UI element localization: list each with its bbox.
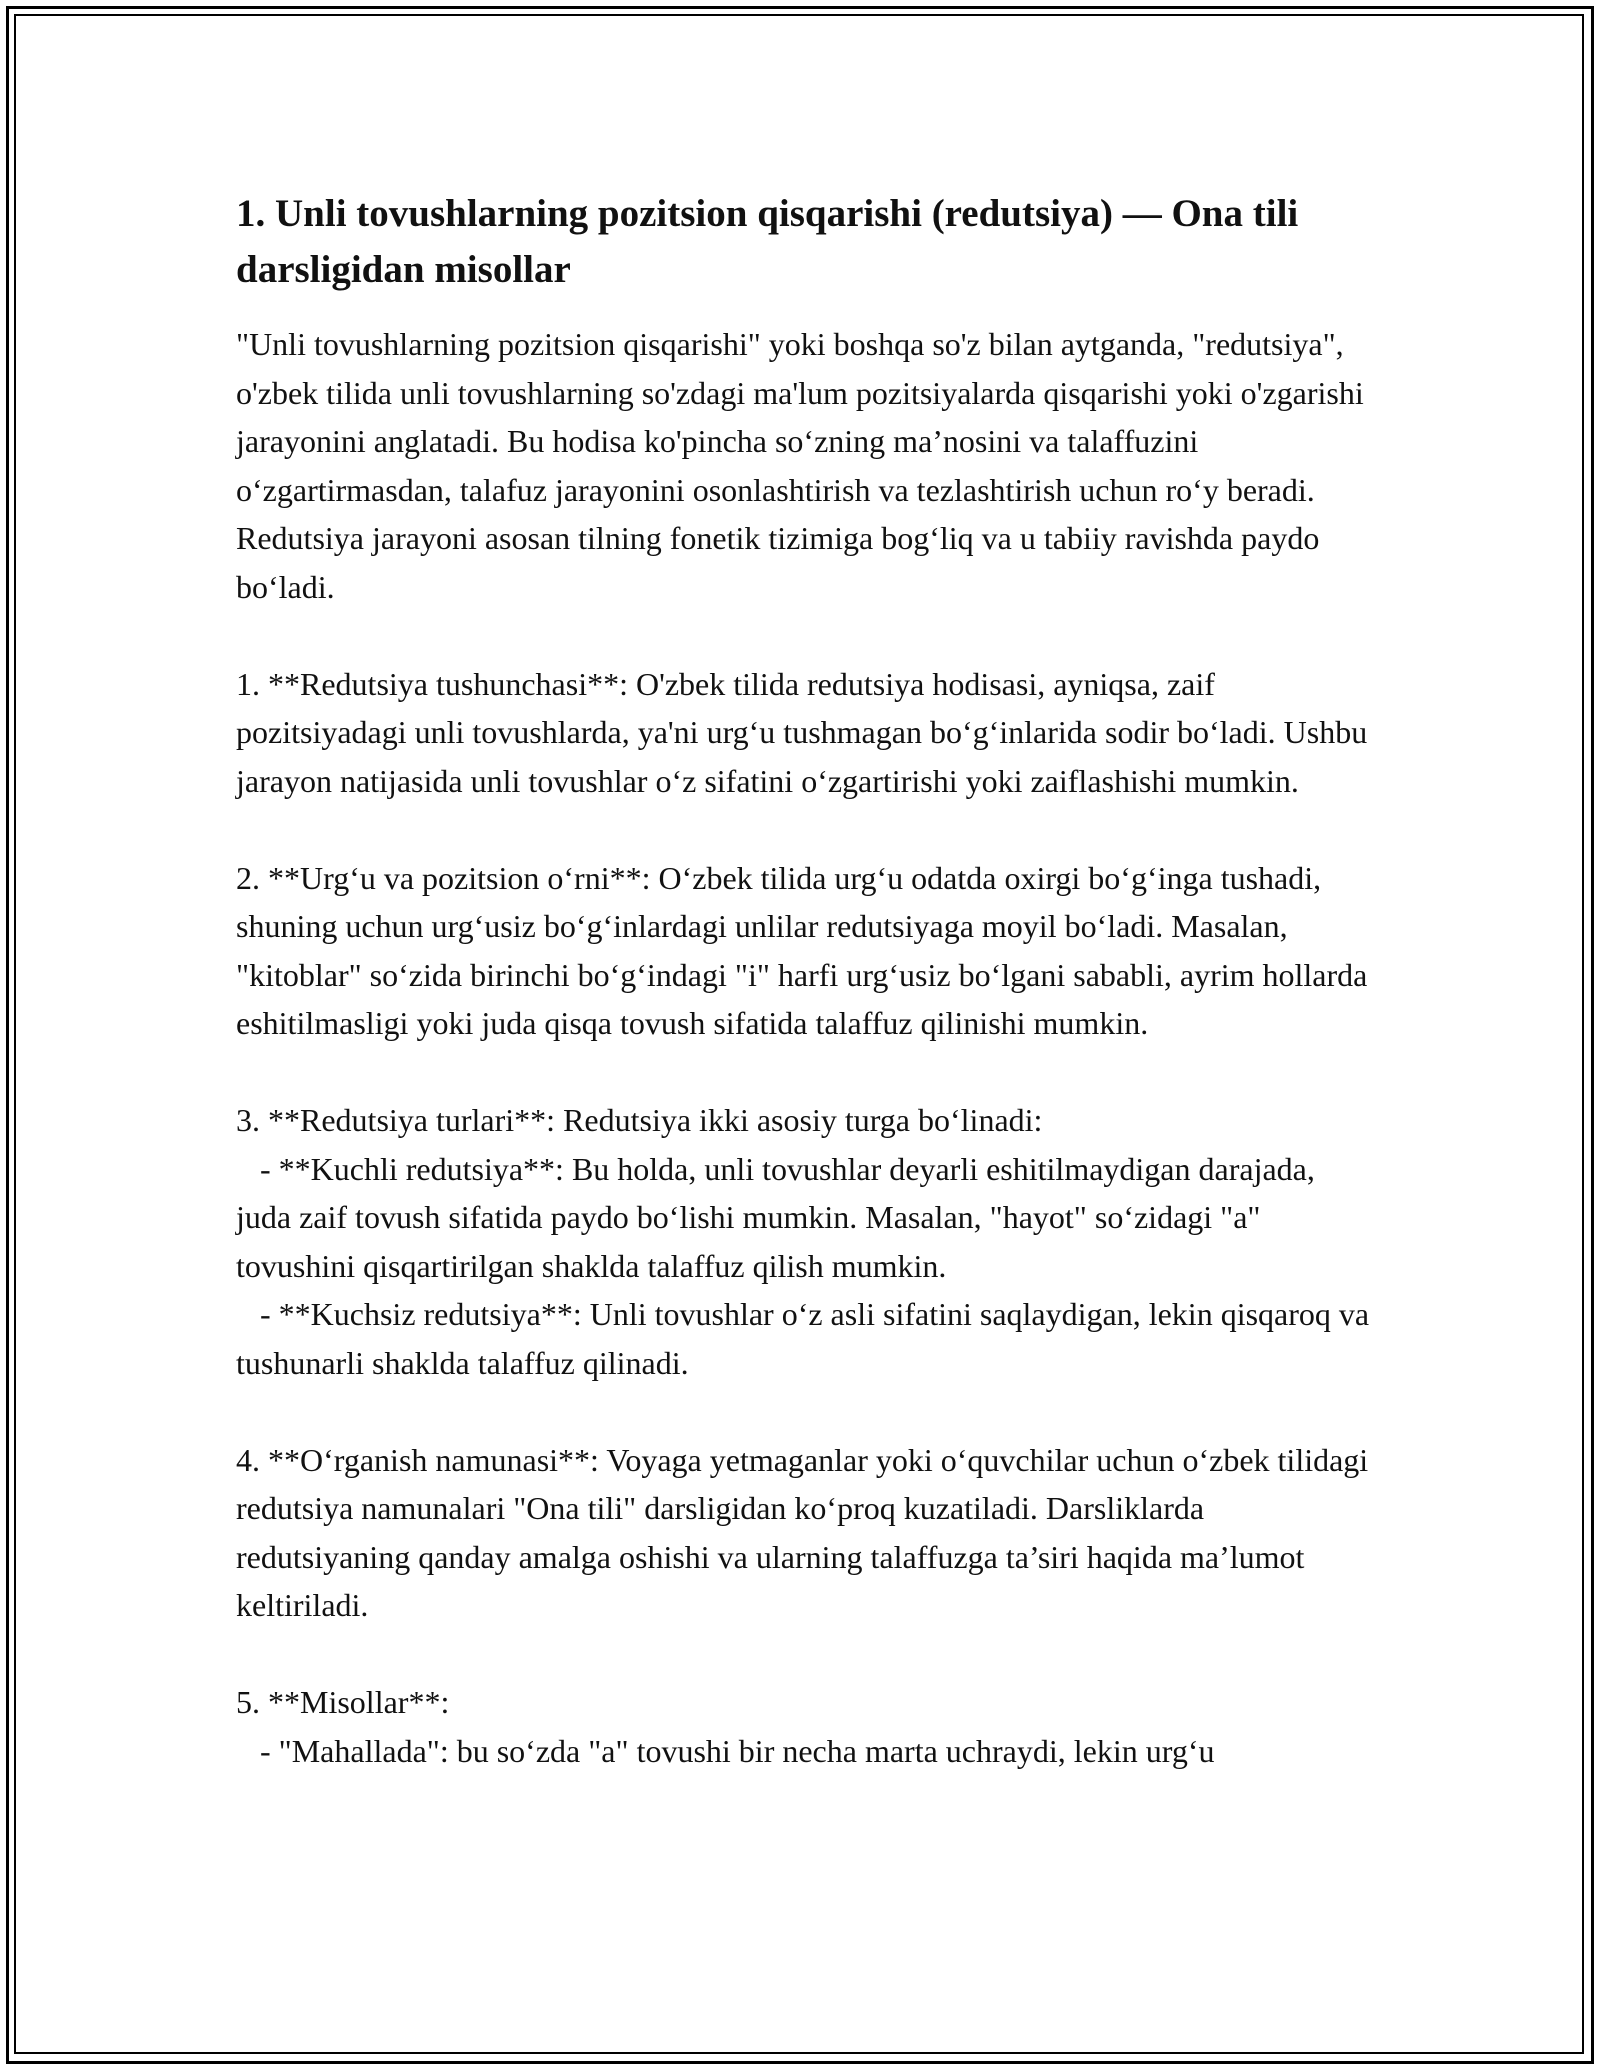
list-item-4: 4. **O‘rganish namunasi**: Voyaga yetmaganlar yoki o‘quvchilar uchun o‘zbek tilidagi redutsiya namunalari "Ona tili" darsligidan ko‘proq kuzatiladi. Darsliklarda redutsiyaning qanday amalga oshishi va ularning talaffuzga ta’siri haqida ma’lumot keltiriladi. — [236, 1441, 1377, 1623]
paragraph-spacer — [236, 611, 1372, 660]
list-item-1: 1. **Redutsiya tushunchasi**: O'zbek tilida redutsiya hodisasi, ayniqsa, zaif pozitsiyadagi unli tovushlarda, ya'ni urg‘u tushmagan bo‘g‘inlarida sodir bo‘ladi. Ushbu jarayon natijasida unli tovushlar o‘z sifatini o‘zgartirishi yoki zaiflashishi mumkin. — [236, 665, 1376, 799]
document-title: 1. Unli tovushlarning pozitsion qisqarishi (redutsiya) — Ona tili darsligidan misollar — [236, 192, 1299, 291]
list-item-5-sub-example: - "Mahallada": bu so‘zda "a" tovushi bir necha marta uchraydi, lekin urg‘u — [236, 1732, 1215, 1769]
paragraph-spacer — [236, 805, 1372, 854]
list-item-3-heading: 3. **Redutsiya turlari**: Redutsiya ikki asosiy turga bo‘linadi: — [236, 1102, 1043, 1138]
list-item-3-sub-weak: - **Kuchsiz redutsiya**: Unli tovushlar o‘z asli sifatini saqlaydigan, lekin qisqaroq va tushunarli shaklda talaffuz qilinadi. — [236, 1296, 1378, 1381]
document-body — [236, 186, 1378, 1775]
paragraph-spacer — [236, 1630, 1372, 1679]
list-item-5-heading: 5. **Misollar**: — [236, 1684, 450, 1720]
list-item-2: 2. **Urg‘u va pozitsion o‘rni**: O‘zbek tilida urg‘u odatda oxirgi bo‘g‘inga tushadi, shuning uchun urg‘usiz bo‘g‘inlardagi unlilar redutsiyaga moyil bo‘ladi. Masalan, "kitoblar" so‘zida birinchi bo‘g‘indagi "i" harfi urg‘usiz bo‘lgani sababli, ayrim hollarda eshitilmasligi yoki juda qisqa tovush sifatida talaffuz qilinishi mumkin. — [236, 859, 1376, 1041]
paragraph-spacer — [236, 1048, 1372, 1097]
paragraph-spacer — [236, 1387, 1372, 1436]
list-item-3-sub-strong: - **Kuchli redutsiya**: Bu holda, unli tovushlar deyarli eshitilmaydigan darajada, juda zaif tovush sifatida paydo bo‘lishi mumkin. Masalan, "hayot" so‘zidagi "a" tovushini qisqartirilgan shaklda talaffuz qilish mumkin. — [236, 1150, 1323, 1284]
intro-paragraph: "Unli tovushlarning pozitsion qisqarishi" yoki boshqa so'z bilan aytganda, "redutsiya", o'zbek tilida unli tovushlarning so'zdagi ma'lum pozitsiyalarda qisqarishi yoki o'zgarishi jarayonini anglatadi. Bu hodisa ko'pincha so‘zning ma’nosini va talaffuzini o‘zgartirmasdan, talafuz jarayonini osonlashtirish va tezlashtirish uchun ro‘y beradi. Redutsiya jarayoni asosan tilning fonetik tizimiga bog‘liq va u tabiiy ravishda paydo bo‘ladi. — [236, 326, 1372, 605]
